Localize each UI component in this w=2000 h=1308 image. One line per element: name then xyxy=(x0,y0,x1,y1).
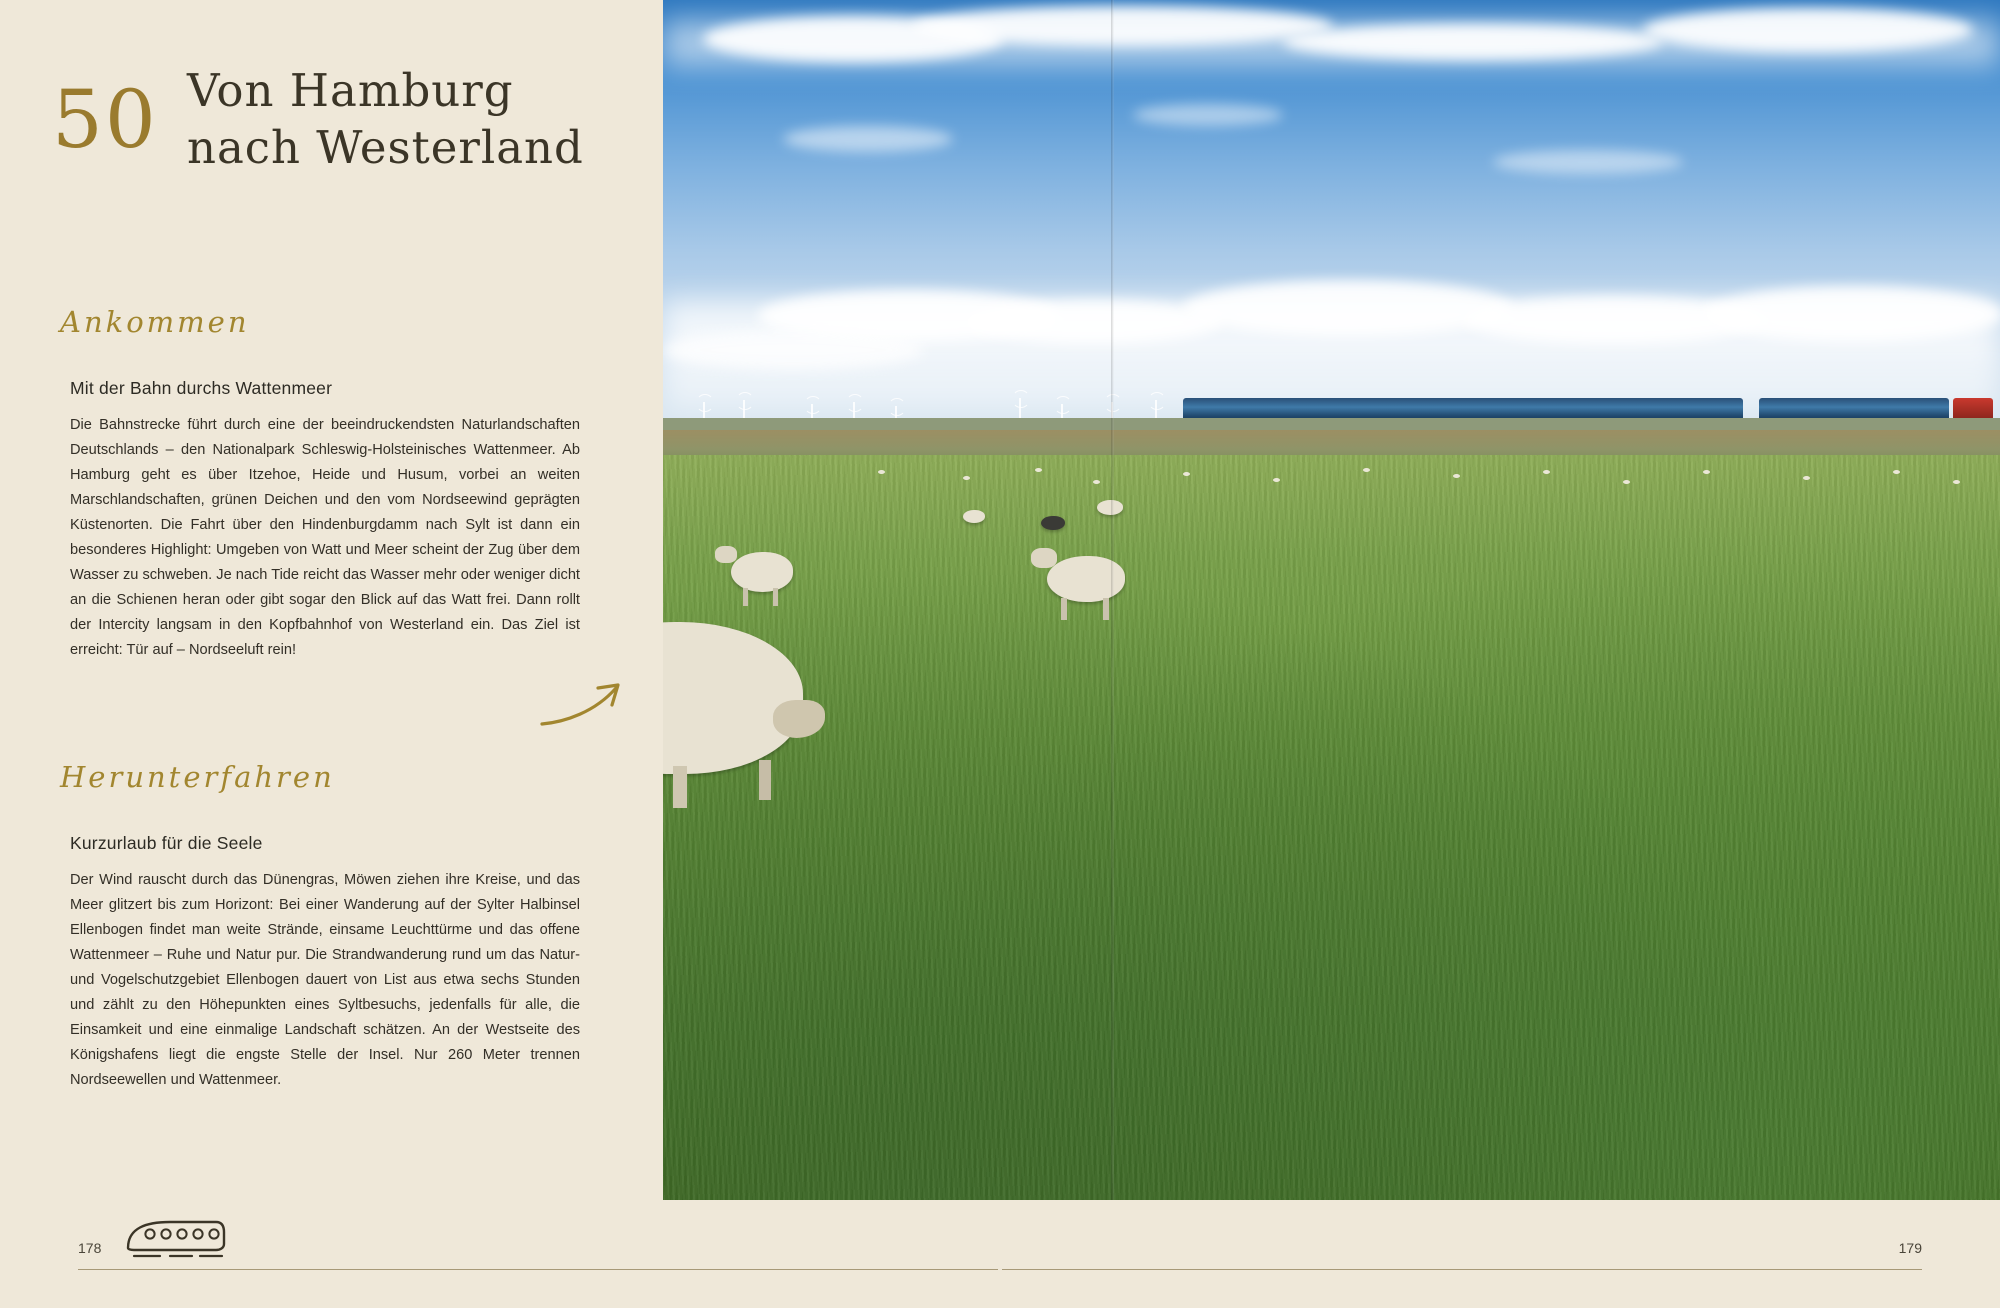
chapter-number: 50 xyxy=(52,73,158,166)
chapter-header xyxy=(52,62,652,192)
photo-meadow xyxy=(663,455,2000,1200)
photo-sheep-meadow-with-train xyxy=(663,0,2000,1200)
page-fold-shadow xyxy=(1111,0,1114,1200)
page-number-right: 179 xyxy=(1898,1240,1922,1256)
arrow-doodle-icon xyxy=(540,672,635,732)
section-arrival xyxy=(56,305,580,663)
title-line-1: Von Hamburg xyxy=(187,64,514,117)
section-body: Die Bahnstrecke führt durch eine der beeindruckendsten Naturlandschaften Deutschlands – den Nationalpark Schleswig-Holsteinisches Wattenmeer. Ab Hamburg geht es über Itzehoe, Heide und Husum, vorbei an weiten Marschlandschaften, grünen Deichen und den vom Nordseewind geprägten Küstenorten. Die Fahrt über den Hindenburgdamm nach Sylt ist dann ein besonderes Highlight: Umgeben von Watt und Meer scheint der Zug über dem Wasser zu schweben. Je nach Tide reicht das Wasser mehr oder weniger dicht an die Schienen heran oder gibt sogar den Blick auf das Watt frei. Dann rollt der Intercity langsam in den Kopfbahnhof von Westerland ein. Das Ziel ist erreicht: Tür auf – Nordseeluft rein! xyxy=(70,417,580,658)
footer-rule-right xyxy=(1002,1269,1922,1270)
page-title xyxy=(187,62,584,176)
section-sub-heading: Kurzurlaub für die Seele xyxy=(70,833,263,853)
spread-footer xyxy=(0,1200,2000,1308)
section-unwind xyxy=(56,760,580,1093)
section-script-heading: Ankommen xyxy=(60,305,250,339)
section-body: Der Wind rauscht durch das Dünengras, Möwen ziehen ihre Kreise, und das Meer glitzert bis zum Horizont: Bei einer Wanderung auf der Sylter Halbinsel Ellenbogen findet man weite Strände, einsame Leuchttürme und das offene Wattenmeer – Ruhe und Natur pur. Die Strandwanderung rund um das Natur- und Vogelschutzgebiet Ellenbogen dauert von List aus etwa sechs Stunden und zählt zu den Höhepunkten eines Syltbesuchs, jedenfalls für alle, die Einsamkeit und eine einmalige Landschaft schätzen. An der Westseite des Königshafens liegt die engste Stelle der Insel. Nur 260 Meter trennen Nordseewellen und Wattenmeer. xyxy=(70,872,580,1088)
title-line-2: nach Westerland xyxy=(187,121,584,174)
footer-rule-left xyxy=(78,1269,998,1270)
page-number-left: 178 xyxy=(78,1240,102,1256)
left-page xyxy=(0,0,663,1308)
train-icon xyxy=(120,1218,230,1260)
section-script-heading: Herunterfahren xyxy=(60,760,335,794)
section-sub-heading: Mit der Bahn durchs Wattenmeer xyxy=(70,378,333,398)
